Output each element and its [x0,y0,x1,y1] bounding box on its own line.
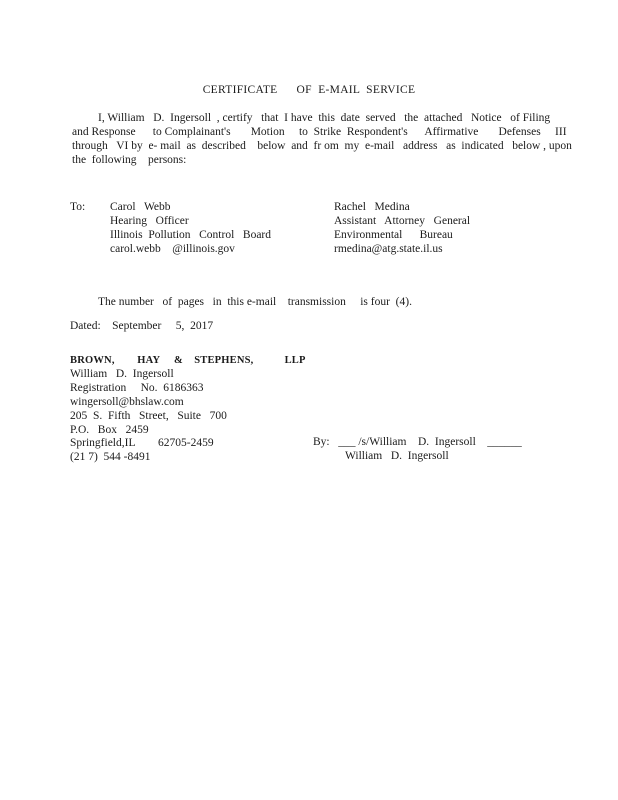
body-paragraph [72,111,572,167]
recipient-email: carol.webb @illinois.gov [110,243,235,255]
attorney-name: William D. Ingersoll [70,367,174,380]
recipient-email: rmedina@atg.state.il.us [334,243,443,255]
signature-printed-name: William D. Ingersoll [345,450,449,462]
recipient-organization: Environmental Bureau [334,229,453,241]
body-paragraph-line: through VI by e- mail as described below and fr om my e-mail address as indicated below , upon [72,140,572,152]
po-box: P.O. Box 2459 [70,423,149,436]
recipient-name: Carol Webb [110,201,171,213]
phone-number: (21 7) 544 -8491 [70,451,151,464]
pages-statement: The number of pages in this e-mail transmission is four (4). [98,296,412,308]
recipients-to-label: To: [70,201,86,213]
recipient-role: Assistant Attorney General [334,215,471,227]
firm-signature-block [70,354,306,465]
registration-number: Registration No. 6186363 [70,381,204,394]
city-state-zip: Springfield,IL 62705-2459 [70,437,214,450]
dated-line: Dated: September 5, 2017 [70,320,214,332]
body-paragraph-line: I, William D. Ingersoll , certify that I have this date served the attached Notice of Filing [98,112,551,124]
recipient-organization: Illinois Pollution Control Board [110,229,272,241]
recipient-role: Hearing Officer [110,215,189,227]
signature-by-line: By: ___ /s/William D. Ingersoll ______ [313,436,522,448]
document-title: CERTIFICATE OF E-MAIL SERVICE [202,84,416,96]
body-paragraph-line: the following persons: [72,154,187,166]
street-address: 205 S. Fifth Street, Suite 700 [70,409,227,422]
recipient-name: Rachel Medina [334,201,410,213]
firm-name: BROWN, HAY & STEPHENS, LLP [70,355,306,366]
body-paragraph-line: and Response to Complainant's Motion to Strike Respondent's Affirmative Defenses III [72,126,567,138]
attorney-email: wingersoll@bhslaw.com [70,395,184,408]
recipient-carol-webb [110,200,271,256]
recipient-rachel-medina [334,200,470,256]
